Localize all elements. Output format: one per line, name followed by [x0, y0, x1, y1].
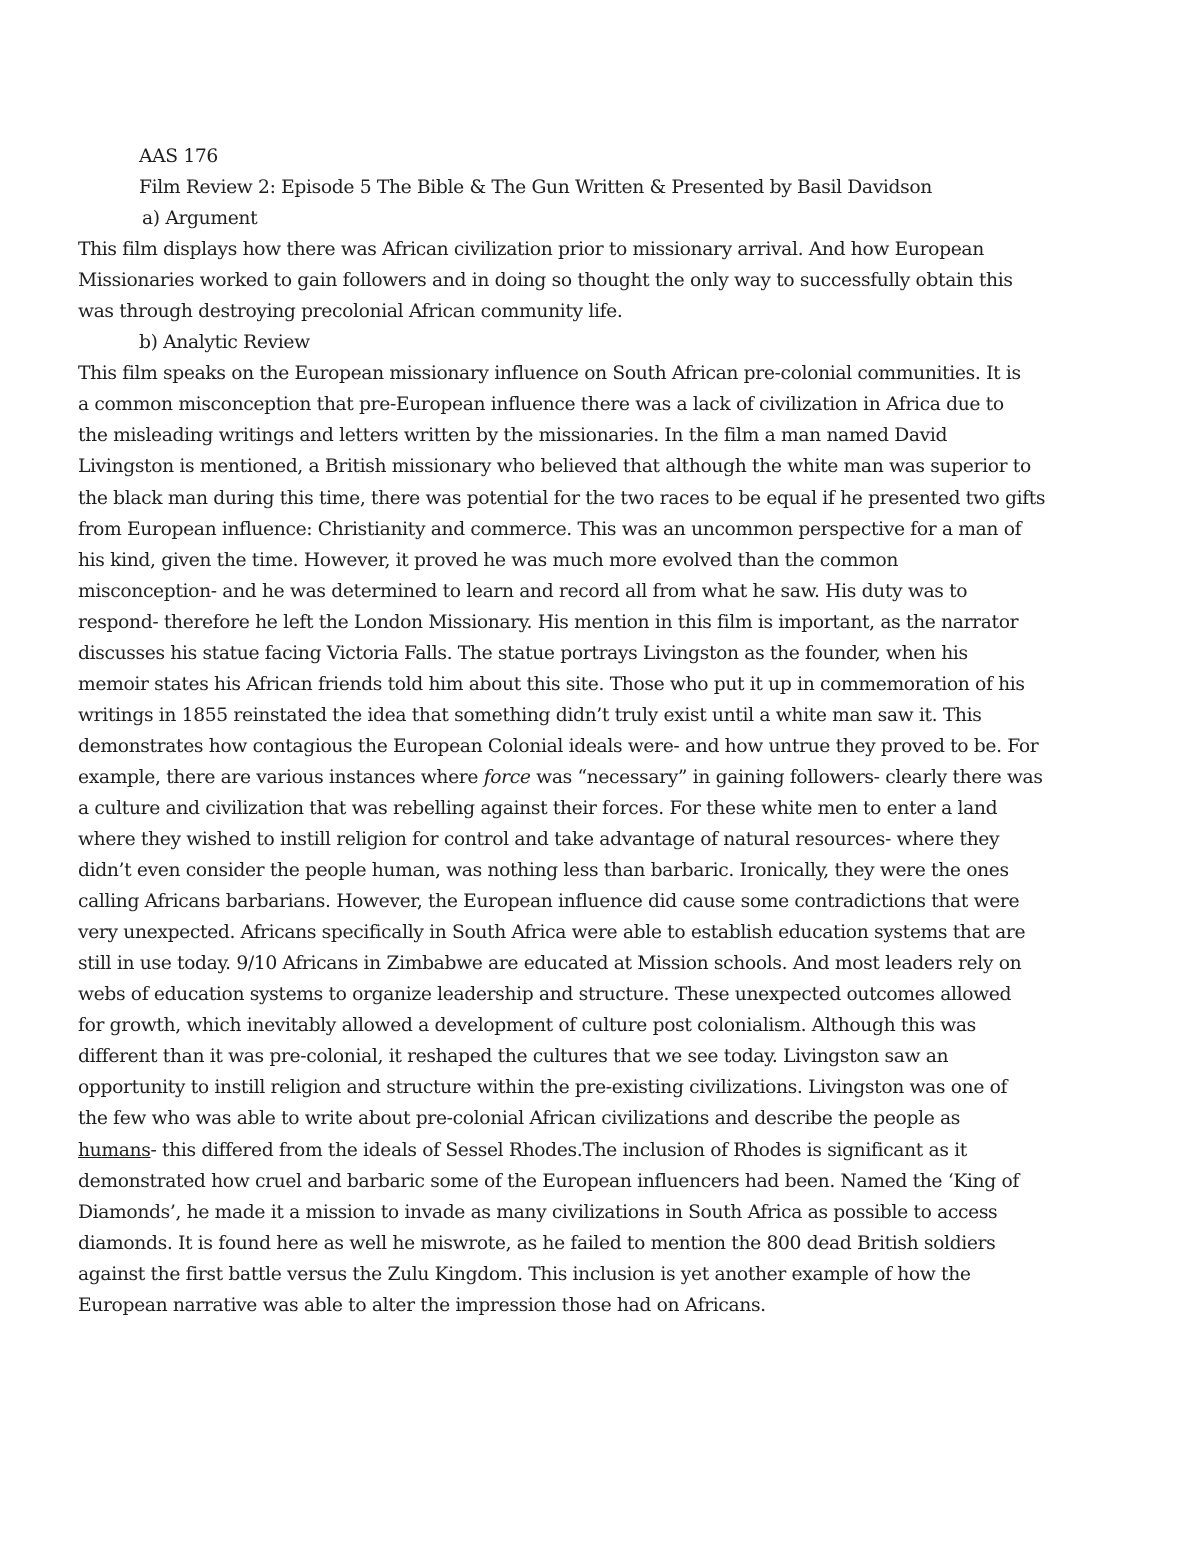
text-line: was through destroying precolonial African community life.	[78, 301, 623, 323]
section-b-heading: b) Analytic Review	[139, 332, 310, 354]
text-line: where they wished to instill religion for control and take advantage of natural resources- where they	[78, 829, 1000, 851]
text-line: writings in 1855 reinstated the idea that something didn’t truly exist until a white man saw it. This	[78, 704, 982, 726]
text-line-with-italic	[78, 762, 1078, 793]
text-line: still in use today. 9/10 Africans in Zimbabwe are educated at Mission schools. And most leaders rely on	[78, 953, 1022, 975]
text-line: Missionaries worked to gain followers and in doing so thought the only way to successfully obtain this	[78, 270, 1013, 292]
text-line: Diamonds’, he made it a mission to invade as many civilizations in South Africa as possible to access	[78, 1201, 998, 1223]
text-line: the black man during this time, there was potential for the two races to be equal if he presented two gifts	[78, 487, 1046, 509]
text-line: misconception- and he was determined to learn and record all from what he saw. His duty was to	[78, 580, 968, 602]
text-line: opportunity to instill religion and structure within the pre-existing civilizations. Livingston was one of	[78, 1077, 1008, 1099]
document-body	[78, 141, 1078, 1321]
section-a-paragraph	[78, 234, 1078, 327]
text-line: This film speaks on the European missionary influence on South African pre-colonial communities. It is	[78, 363, 1021, 385]
text-line: webs of education systems to organize leadership and structure. These unexpected outcomes allowed	[78, 984, 1012, 1006]
course-code: AAS 176	[139, 146, 218, 167]
text-line: his kind, given the time. However, it proved he was much more evolved than the common	[78, 549, 899, 571]
text-line: memoir states his African friends told him about this site. Those who put it up in commemoration of his	[78, 673, 1025, 695]
text-line: respond- therefore he left the London Missionary. His mention in this film is important, as the narrator	[78, 611, 1019, 633]
text-line: a common misconception that pre-European influence there was a lack of civilization in Africa due to	[78, 394, 1004, 416]
text-line: didn’t even consider the people human, was nothing less than barbaric. Ironically, they were the ones	[78, 860, 1009, 882]
text-line: calling Africans barbarians. However, the European influence did cause some contradictions that were	[78, 891, 1020, 913]
text-line: demonstrates how contagious the European Colonial ideals were- and how untrue they proved to be. For	[78, 735, 1039, 757]
section-b-paragraph	[78, 358, 1078, 1320]
text-line: from European influence: Christianity and commerce. This was an uncommon perspective for a man of	[78, 518, 1022, 540]
text-line: demonstrated how cruel and barbaric some of the European influencers had been. Named the ‘King of	[78, 1170, 1019, 1192]
text-line: a culture and civilization that was rebelling against their forces. For these white men to enter a land	[78, 797, 998, 819]
text-line: the few who was able to write about pre-colonial African civilizations and describe the people as	[78, 1108, 961, 1130]
text-line: European narrative was able to alter the impression those had on Africans.	[78, 1294, 766, 1316]
text-line-with-underline	[78, 1135, 1078, 1166]
text-line: Livingston is mentioned, a British missionary who believed that although the white man was superior to	[78, 456, 1031, 478]
text-line: different than it was pre-colonial, it reshaped the cultures that we see today. Livingston saw an	[78, 1046, 949, 1068]
text-line: the misleading writings and letters written by the missionaries. In the film a man named David	[78, 425, 948, 447]
document-title: Film Review 2: Episode 5 The Bible & The Gun Written & Presented by Basil Davidson	[139, 177, 932, 199]
section-a-heading: a) Argument	[142, 208, 258, 230]
text-line: This film displays how there was African civilization prior to missionary arrival. And how European	[78, 239, 984, 261]
text-line: very unexpected. Africans specifically in South Africa were able to establish education systems that are	[78, 922, 1026, 944]
italic-word: force	[483, 766, 531, 788]
text-line: discusses his statue facing Victoria Falls. The statue portrays Livingston as the founder, when his	[78, 642, 968, 664]
text-fragment: example, there are various instances where	[78, 766, 484, 788]
text-line: diamonds. It is found here as well he miswrote, as he failed to mention the 800 dead British soldiers	[78, 1232, 996, 1254]
text-line: against the first battle versus the Zulu Kingdom. This inclusion is yet another example of how the	[78, 1263, 971, 1285]
text-fragment: was “necessary” in gaining followers- clearly there was	[530, 766, 1043, 788]
text-line: for growth, which inevitably allowed a development of culture post colonialism. Although this was	[78, 1015, 976, 1037]
underlined-word: humans	[78, 1139, 151, 1161]
text-fragment: - this differed from the ideals of Sessel Rhodes.The inclusion of Rhodes is significant as it	[150, 1139, 967, 1161]
